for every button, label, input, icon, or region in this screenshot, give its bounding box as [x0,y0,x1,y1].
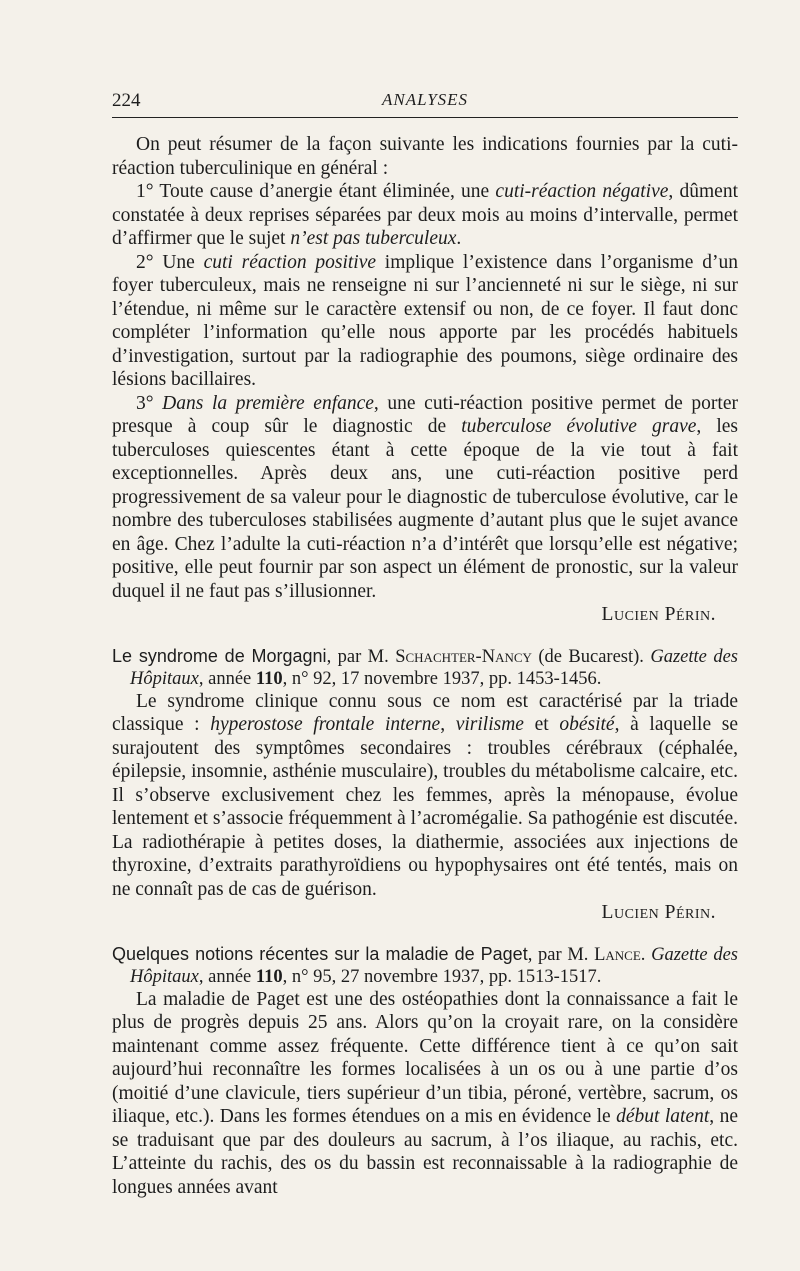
author-name: Lance [594,944,641,965]
header-rule [112,117,738,118]
article-title: Le syndrome de Morgagni [112,645,327,666]
journal-name: Gazette des Hôpitaux [130,944,738,987]
indication-item-2: 2° Une cuti réaction positive implique l’existence dans l’organisme d’un foyer tuberculeux, mais ne renseigne ni sur l’ancienneté ni sur le siège, ni sur l’étendue, ni même sur le caractère extensif ou non, de ce foyer. Il faut donc compléter l’information qu’elle nous apporte par les procédés habituels d’investigation, surtout par la radiographie des poumons, siège ordinaire des lésions bacillaires. [112,251,738,390]
indication-item-1: 1° Toute cause d’anergie étant éliminée, une cuti-réaction négative, dûment constatée à deux reprises séparées par deux mois au moins d’intervalle, permet d’affirmer que le sujet n’est pas tuberculeux. [112,181,738,249]
article-body: Le syndrome clinique connu sous ce nom est caractérisé par la triade classique : hyperostose frontale interne, virilisme et obésité, à laquelle se surajoutent des symptômes secondaires : troubles cérébraux (céphalée, épilepsie, insomnie, asthénie musculaire), troubles du métabolisme calcaire, etc. Il s’observe exclusivement chez les femmes, après la ménopause, évolue lentement et s’associe fréquemment à l’acromégalie. Sa pathogénie est discutée. La radiothérapie à petites doses, la diathermie, associées aux injections de thyroxine, d’extraits parathyroïdiens ou hypophysaires ont été tentés, mais on ne connaît pas de cas de guérison. [112,690,739,900]
body-text [112,133,738,1199]
article-reference: Le syndrome de Morgagni, par M. Schachter-Nancy (de Bucarest). Gazette des Hôpitaux, année 110, n° 92, 17 novembre 1937, pp. 1453-1456. [112,645,738,689]
indication-item-3: 3° Dans la première enfance, une cuti-réaction positive permet de porter presque à coup sûr le diagnostic de tuberculose évolutive grave, les tuberculoses quiescentes étant à cette époque de la vie tout à fait exceptionnelles. Après deux ans, une cuti-réaction positive perd progressivement de sa valeur pour le diagnostic de tuberculose évolutive, car le nombre des tuberculoses stabilisées augmente d’autant plus que le sujet avance en âge. Chez l’adulte la cuti-réaction n’a d’intérêt que lorsqu’elle est négative; positive, elle peut fournir par son aspect un élément de pronostic, sur la valeur duquel il ne faut pas s’illusionner. [112,392,739,602]
article-body: La maladie de Paget est une des ostéopathies dont la connaissance a fait le plus de progrès depuis 25 ans. Alors qu’on la croyait rare, on la considère maintenant comme assez fréquente. Cette différence tient à ce qu’on sait aujourd’hui reconnaître les formes localisées à un os ou à une partie d’os (moitié d’une clavicule, tiers supérieur d’un tibia, péroné, vertèbre, sacrum, os iliaque, etc.). Dans les formes étendues on a mis en évidence le début latent, ne se traduisant que par des douleurs au sacrum, à l’os iliaque, au rachis, etc. L’atteinte du rachis, des os du bassin est reconnaissable à la radiographie de longues années avant [112,988,738,1198]
signature: Lucien Périn. [601,902,716,923]
signature: Lucien Périn. [601,604,716,625]
page-number: 224 [112,90,141,111]
intro-paragraph: On peut résumer de la façon suivante les indications fournies par la cuti-réaction tuberculinique en général : [112,134,738,179]
author-name: Schachter-Nancy [395,646,532,667]
article-title: Quelques notions récentes sur la maladie de Paget [112,943,528,964]
running-title: ANALYSES [381,90,469,109]
journal-name: Gazette des Hôpitaux [130,646,738,689]
article-reference: Quelques notions récentes sur la maladie de Paget, par M. Lance. Gazette des Hôpitaux, année 110, n° 95, 27 novembre 1937, pp. 1513-1517. [112,943,738,987]
page-header [112,84,738,114]
